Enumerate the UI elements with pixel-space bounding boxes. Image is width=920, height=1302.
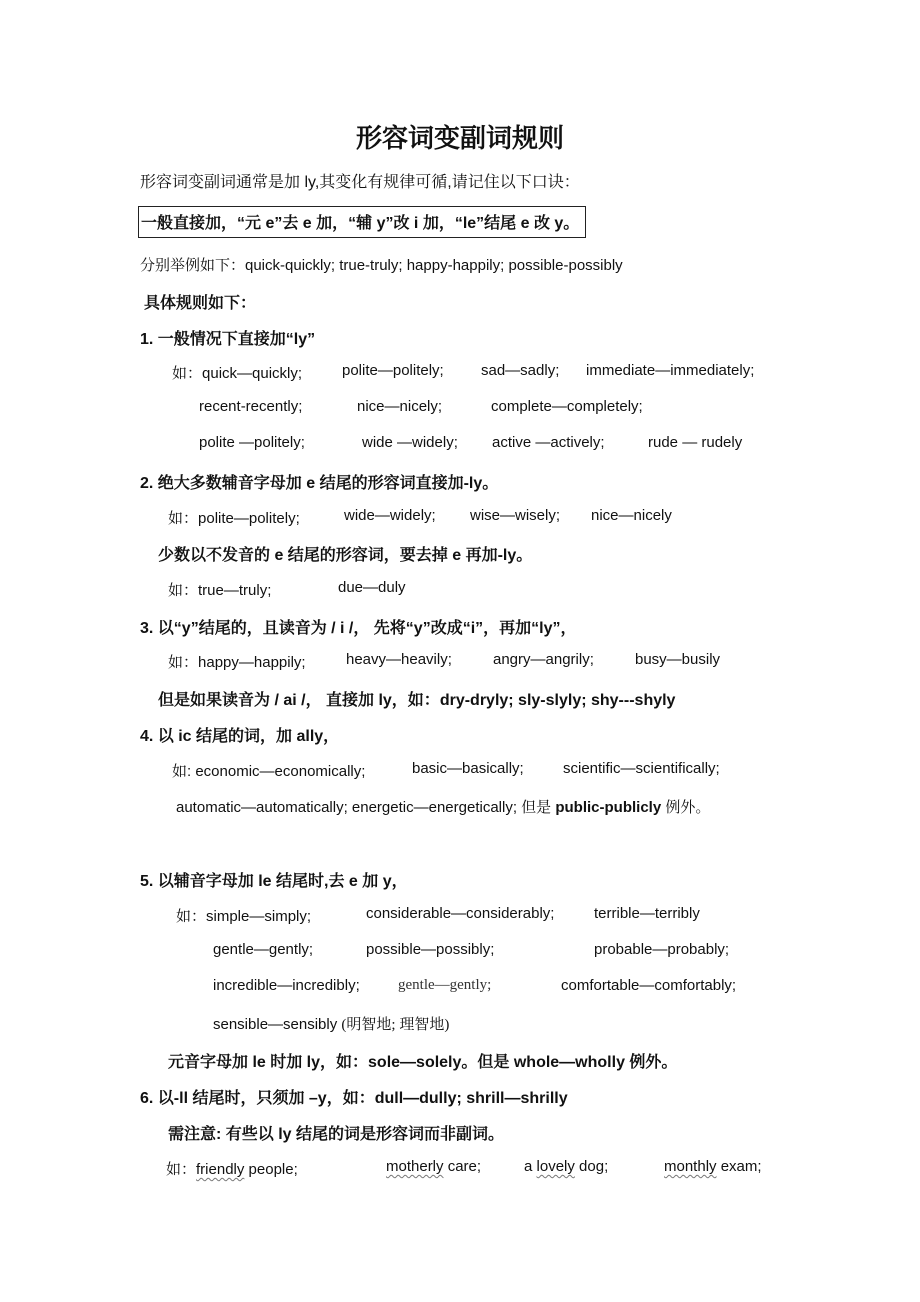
- example-item: wide —widely;: [362, 434, 458, 451]
- example-item: gentle—gently;: [398, 977, 492, 993]
- intro-text: 形容词变副词通常是加 ly,其变化有规律可循,请记住以下口诀：: [140, 174, 580, 191]
- rule-6-attention: 需注意: 有些以 ly 结尾的词是形容词而非副词。: [168, 1126, 505, 1143]
- rule-1-row-1: [172, 362, 302, 383]
- example-item: gentle—gently;: [213, 941, 314, 958]
- example-item: sad—sadly;: [481, 362, 560, 379]
- example-rest: people;: [244, 1161, 298, 1178]
- example-item: wide—widely;: [344, 507, 436, 524]
- example-item: recent-recently;: [199, 398, 303, 415]
- rule-2-note: 少数以不发音的 e 结尾的形容词，要去掉 e 再加-ly。: [158, 547, 533, 564]
- rule-3-heading: 3. 以“y”结尾的，且读音为 / i /， 先将“y”改成“i”，再加“ly”，: [140, 620, 577, 637]
- rule-3-note-text: 但是如果读音为 / ai /， 直接加 ly，如：: [158, 692, 440, 709]
- example-item: basic—basically;: [412, 760, 524, 777]
- example-item: polite —politely;: [199, 434, 305, 451]
- example-item: quick—quickly;: [202, 365, 303, 382]
- example-item: happy—happily;: [198, 654, 306, 671]
- rule-6-heading: 6. 以-ll 结尾时，只须加 –y，如：dull—dully; shrill—shrilly: [140, 1090, 568, 1107]
- rule-5-row-1: [176, 905, 311, 926]
- example-item: rude — rudely: [648, 434, 743, 451]
- rule-6-example-3: [524, 1158, 608, 1175]
- rule-2-heading: 2. 绝大多数辅音字母加 e 结尾的形容词直接加-ly。: [140, 475, 499, 492]
- example-prefix: 如：: [168, 654, 199, 671]
- rule-5-row-4: [213, 1013, 449, 1034]
- example-item: true—truly;: [198, 582, 272, 599]
- example-item: wise—wisely;: [470, 507, 561, 524]
- page-title: 形容词变副词规则: [355, 123, 564, 153]
- rule-3-note-examples: dry-dryly; sly-slyly; shy---shyly: [439, 692, 676, 709]
- adjective-word: motherly: [386, 1158, 444, 1175]
- example-translation: (明智地; 理智地): [341, 1017, 450, 1033]
- rule-6-example-2: [386, 1158, 481, 1175]
- example-prefix: 如：: [176, 908, 207, 925]
- rule-4-row-2: [176, 796, 710, 817]
- example-item: polite—politely;: [198, 510, 300, 527]
- exception-tail: 例外。: [661, 799, 711, 816]
- example-prefix: 如：: [172, 365, 203, 382]
- example-prefix: 如：: [166, 1161, 197, 1178]
- example-prefix: 如：: [168, 510, 199, 527]
- examples-line: 分别举例如下：quick-quickly; true-truly; happy-happily; possible-possibly: [140, 257, 623, 274]
- example-item: complete—completely;: [491, 398, 643, 415]
- example-item: angry—angrily;: [493, 651, 594, 668]
- rule-3-note: [158, 687, 675, 710]
- example-item: nice—nicely;: [357, 398, 443, 415]
- rule-5-note: 元音字母加 le 时加 ly，如：sole—solely。但是 whole—wholly 例外。: [168, 1054, 678, 1071]
- example-item: active —actively;: [492, 434, 605, 451]
- rhyme-box: 一般直接加，“元 e”去 e 加，“辅 y”改 i 加，“le”结尾 e 改 y。: [138, 206, 586, 238]
- adjective-word: monthly: [664, 1158, 717, 1175]
- example-item: busy—busily: [635, 651, 721, 668]
- example-item: simple—simply;: [206, 908, 312, 925]
- rule-2-row-1: [168, 507, 300, 528]
- example-rest: dog;: [574, 1158, 609, 1175]
- example-item: due—duly: [338, 579, 406, 596]
- example-item: heavy—heavily;: [346, 651, 452, 668]
- example-rest: exam;: [716, 1158, 762, 1175]
- example-item: nice—nicely: [591, 507, 672, 524]
- example-item: sensible—sensibly: [213, 1016, 338, 1033]
- but-text: 但是: [517, 799, 556, 816]
- example-item: possible—possibly;: [366, 941, 495, 958]
- adjective-word: lovely: [536, 1158, 575, 1175]
- example-item: terrible—terribly: [594, 905, 700, 922]
- adjective-word: friendly: [196, 1161, 245, 1178]
- rule-5-heading: 5. 以辅音字母加 le 结尾时,去 e 加 y，: [140, 873, 408, 890]
- example-item: probable—probably;: [594, 941, 730, 958]
- rule-6-example-4: [664, 1158, 762, 1175]
- example-item: automatic—automatically; energetic—energetically;: [176, 799, 517, 816]
- example-item: comfortable—comfortably;: [561, 977, 737, 994]
- rule-2-row-2: [168, 579, 271, 600]
- rule-4-heading: 4. 以 ic 结尾的词，加 ally，: [140, 728, 340, 745]
- example-item: economic—economically;: [195, 763, 366, 780]
- example-rest: care;: [443, 1158, 482, 1175]
- rules-heading: 具体规则如下：: [144, 295, 257, 312]
- rule-4-row-1: [172, 760, 365, 781]
- rule-6-example-1: [166, 1158, 298, 1179]
- example-prefix: 如：: [168, 582, 199, 599]
- example-pre: a: [524, 1158, 537, 1175]
- example-item: polite—politely;: [342, 362, 444, 379]
- rule-3-row-1: [168, 651, 306, 672]
- example-item: immediate—immediately;: [586, 362, 755, 379]
- example-item: scientific—scientifically;: [563, 760, 720, 777]
- rule-1-heading: 1. 一般情况下直接加“ly”: [140, 331, 316, 348]
- example-item: considerable—considerably;: [366, 905, 555, 922]
- example-prefix: 如:: [172, 763, 192, 780]
- exception-item: public-publicly: [555, 799, 662, 816]
- example-item: incredible—incredibly;: [213, 977, 360, 994]
